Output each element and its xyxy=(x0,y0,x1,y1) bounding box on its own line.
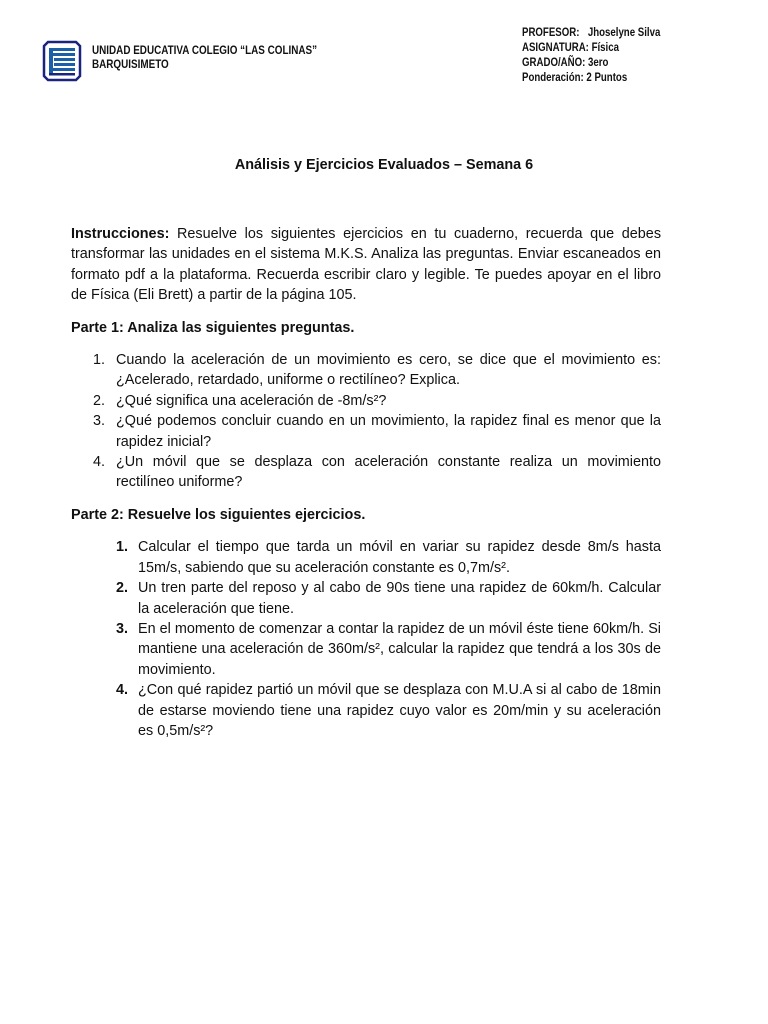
item-number: 1. xyxy=(116,539,129,556)
item-number: 2. xyxy=(116,580,129,597)
item-text: ¿Qué podemos concluir cuando en un movimiento, la rapidez final es menor que la rapidez inicial? xyxy=(116,413,661,450)
item-text: ¿Qué significa una aceleración de -8m/s²? xyxy=(116,392,387,409)
list-item xyxy=(93,411,661,452)
instructions-label: Instrucciones: xyxy=(71,226,170,242)
school-name-block xyxy=(92,44,317,72)
part2-exercise-list xyxy=(116,537,661,741)
weight-line: Ponderación: 2 Puntos xyxy=(522,72,628,84)
item-text: Calcular el tiempo que tarda un móvil en variar su rapidez desde 8m/s hasta 15m/s, sabiendo que su aceleración constante es 0,7m/s². xyxy=(138,539,661,576)
instructions-text: Resuelve los siguientes ejercicios en tu cuaderno, recuerda que debes transformar las unidades en el sistema M.K.S. Analiza las preguntas. Enviar escaneados en formato pdf a la plataforma. Recuerda escribir claro y legible. Te puedes apoyar en el libro de Física (Eli Brett) a partir de la página 105. xyxy=(71,226,662,304)
list-item xyxy=(93,391,661,411)
list-item xyxy=(93,350,661,391)
part1-question-list xyxy=(93,350,661,493)
item-number: 2. xyxy=(93,392,106,409)
part1-heading: Parte 1: Analiza las siguientes preguntas. xyxy=(71,319,355,336)
teacher-label: PROFESOR: xyxy=(522,27,580,39)
list-item xyxy=(116,680,661,741)
item-number: 3. xyxy=(93,413,106,430)
course-info-block xyxy=(522,26,660,86)
page-title: Análisis y Ejercicios Evaluados – Semana 6 xyxy=(234,157,534,173)
school-city: BARQUISIMETO xyxy=(92,59,169,71)
item-text: En el momento de comenzar a contar la rapidez de un móvil éste tiene 60km/h. Si mantiene una aceleración de 360m/s², calcular la rapidez que tendrá a los 30s de movimiento. xyxy=(138,620,661,678)
instructions-paragraph xyxy=(71,224,661,306)
item-number: 4. xyxy=(116,682,129,699)
list-item xyxy=(116,537,661,578)
school-name: UNIDAD EDUCATIVA COLEGIO “LAS COLINAS” xyxy=(92,45,318,57)
list-item xyxy=(116,578,661,619)
item-number: 4. xyxy=(93,454,106,471)
document-body xyxy=(71,224,661,741)
teacher-line xyxy=(522,26,660,41)
list-item xyxy=(93,452,661,493)
item-number: 3. xyxy=(116,620,129,637)
list-item xyxy=(116,619,661,680)
item-text: Cuando la aceleración de un movimiento es cero, se dice que el movimiento es: ¿Acelerado, retardado, uniforme o rectilíneo? Explica. xyxy=(116,352,661,389)
grade-line: GRADO/AÑO: 3ero xyxy=(522,57,609,69)
part2-heading: Parte 2: Resuelve los siguientes ejercicios. xyxy=(71,506,366,523)
teacher-name: Jhoselyne Silva xyxy=(587,27,661,39)
school-logo xyxy=(42,40,82,82)
item-number: 1. xyxy=(93,352,106,369)
item-text: ¿Un móvil que se desplaza con aceleración constante realiza un movimiento rectilíneo uniforme? xyxy=(116,454,661,491)
item-text: ¿Con qué rapidez partió un móvil que se desplaza con M.U.A si al cabo de 18min de estarse moviendo tiene una rapidez cuyo valor es 20m/min y su aceleración es 0,5m/s²? xyxy=(138,682,661,739)
item-text: Un tren parte del reposo y al cabo de 90s tiene una rapidez de 60km/h. Calcular la aceleración que tiene. xyxy=(138,580,661,617)
subject-line: ASIGNATURA: Física xyxy=(522,42,619,54)
